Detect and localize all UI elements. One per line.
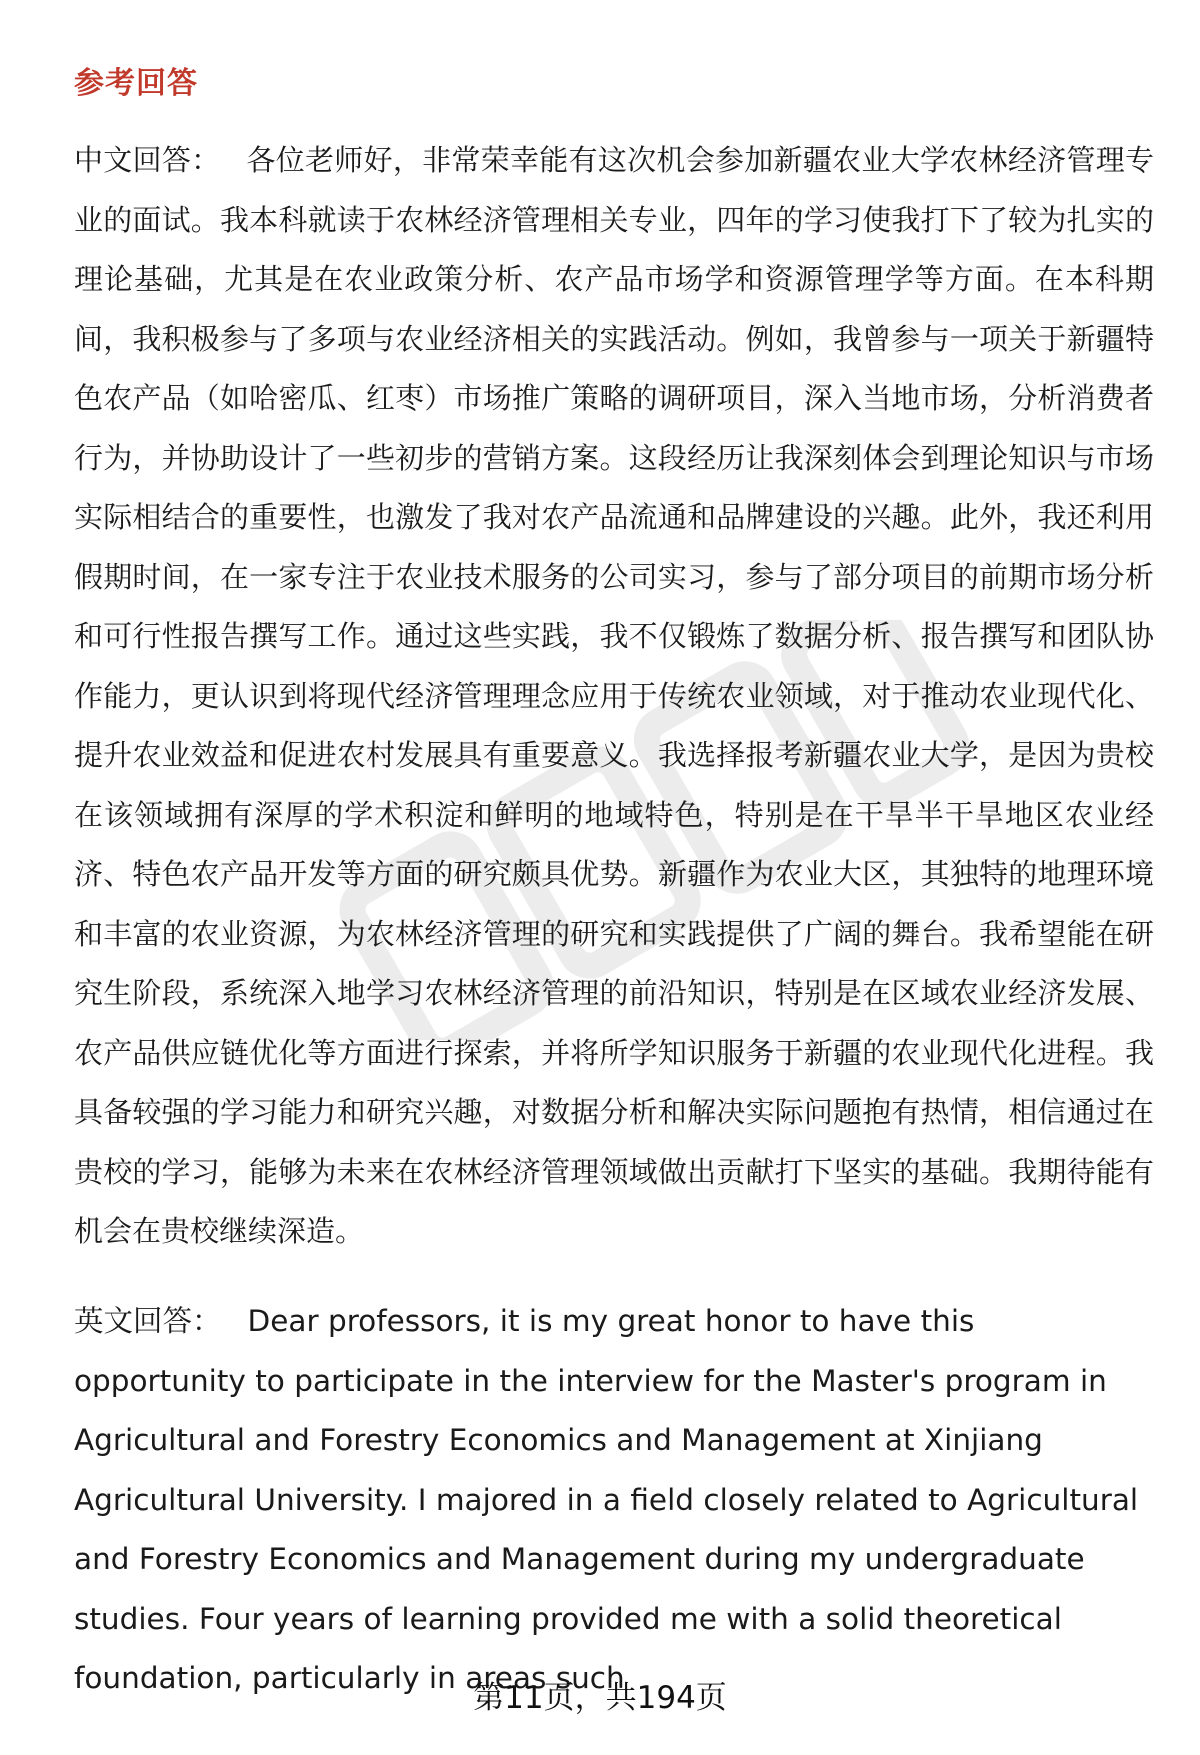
page-indicator: 第11页，共194页: [473, 1680, 727, 1716]
english-answer-text: Dear professors, it is my great honor to have this opportunity to participate in the interview for the Master's program in Agricultural and Forestry Economics and Management at Xinjiang Agricultural University. I majored in a field closely related to Agricultural and Forestry Economics and Management during my undergraduate studies. Four years of learning provided me with a solid theoretical foundation, particularly in areas such: [74, 1304, 1139, 1695]
chinese-answer-label: 中文回答：: [74, 143, 221, 177]
section-title: 参考回答: [74, 66, 198, 101]
chinese-answer-text: 各位老师好，非常荣幸能有这次机会参加新疆农业大学农林经济管理专业的面试。我本科就读于农林经济管理相关专业，四年的学习使我打下了较为扎实的理论基础，尤其是在农业政策分析、农产品市场学和资源管理学等方面。在本科期间，我积极参与了多项与农业经济相关的实践活动。例如，我曾参与一项关于新疆特色农产品（如哈密瓜、红枣）市场推广策略的调研项目，深入当地市场，分析消费者行为，并协助设计了一些初步的营销方案。这段经历让我深刻体会到理论知识与市场实际相结合的重要性，也激发了我对农产品流通和品牌建设的兴趣。此外，我还利用假期时间，在一家专注于农业技术服务的公司实习，参与了部分项目的前期市场分析和可行性报告撰写工作。通过这些实践，我不仅锻炼了数据分析、报告撰写和团队协作能力，更认识到将现代经济管理理念应用于传统农业领域，对于推动农业现代化、提升农业效益和促进农村发展具有重要意义。我选择报考新疆农业大学，是因为贵校在该领域拥有深厚的学术积淀和鲜明的地域特色，特别是在干旱半干旱地区农业经济、特色农产品开发等方面的研究颇具优势。新疆作为农业大区，其独特的地理环境和丰富的农业资源，为农林经济管理的研究和实践提供了广阔的舞台。我希望能在研究生阶段，系统深入地学习农林经济管理的前沿知识，特别是在区域农业经济发展、农产品供应链优化等方面进行探索，并将所学知识服务于新疆的农业现代化进程。我具备较强的学习能力和研究兴趣，对数据分析和解决实际问题抱有热情，相信通过在贵校的学习，能够为未来在农林经济管理领域做出贡献打下坚实的基础。我期待能有机会在贵校继续深造。: [74, 143, 1154, 1248]
english-answer-paragraph: [74, 1292, 1154, 1709]
chinese-answer-paragraph: [74, 131, 1154, 1262]
english-answer-label: 英文回答：: [74, 1304, 222, 1338]
